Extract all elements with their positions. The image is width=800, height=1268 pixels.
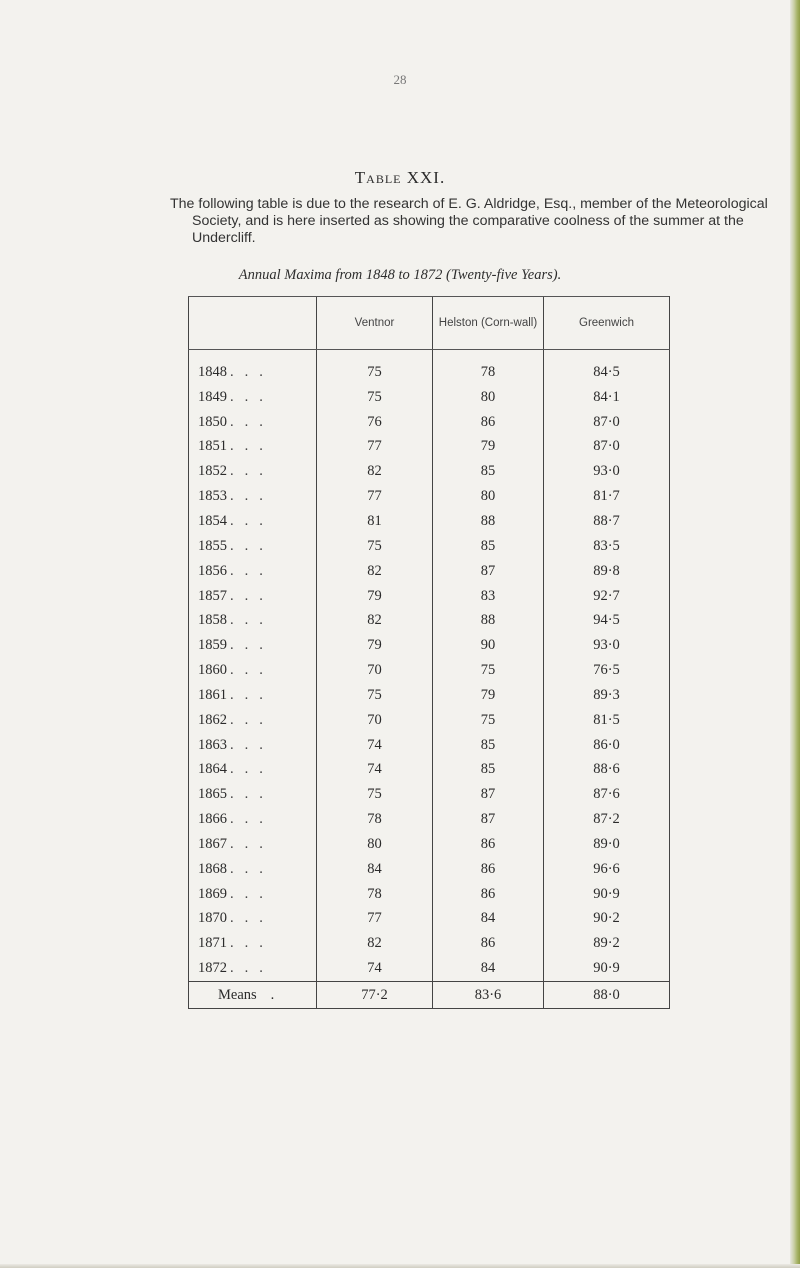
helston-value: 85	[433, 758, 544, 783]
ventnor-value: 74	[317, 956, 433, 981]
helston-value: 87	[433, 559, 544, 584]
year-cell: 1866 ...	[189, 807, 317, 832]
year-cell: 1857 ...	[189, 584, 317, 609]
ventnor-value: 74	[317, 758, 433, 783]
year-value: 1853	[198, 488, 227, 505]
table-row	[189, 584, 670, 609]
means-helston: 83·6	[433, 982, 544, 1009]
year-cell: 1854 ...	[189, 509, 317, 534]
table-row	[189, 350, 670, 385]
intro-paragraph: The following table is due to the research of E. G. Aldridge, Esq., member of the Meteorological Society, and is here inserted as showing the comparative coolness of the summer at the Undercliff.	[170, 196, 768, 246]
ventnor-value: 78	[317, 807, 433, 832]
greenwich-value: 89·8	[544, 559, 670, 584]
year-value: 1855	[198, 537, 227, 554]
year-cell: 1849 ...	[189, 385, 317, 410]
table-header-row	[189, 297, 670, 350]
table-row	[189, 459, 670, 484]
year-cell: 1871 ...	[189, 931, 317, 956]
year-value: 1872	[198, 960, 227, 977]
helston-value: 86	[433, 931, 544, 956]
ventnor-value: 80	[317, 832, 433, 857]
table-row	[189, 857, 670, 882]
year-cell: 1853 ...	[189, 484, 317, 509]
table-row	[189, 832, 670, 857]
greenwich-value: 76·5	[544, 658, 670, 683]
helston-value: 79	[433, 435, 544, 460]
page-edge	[790, 0, 800, 1268]
ventnor-value: 75	[317, 350, 433, 385]
year-cell: 1863 ...	[189, 733, 317, 758]
header-helston: Helston (Corn-wall)	[433, 297, 544, 350]
table-row	[189, 509, 670, 534]
year-cell: 1858 ...	[189, 608, 317, 633]
table-row	[189, 484, 670, 509]
year-cell: 1862 ...	[189, 708, 317, 733]
year-value: 1864	[198, 761, 227, 778]
maxima-table	[188, 296, 670, 1009]
table-title: Table XXI.	[354, 168, 446, 187]
header-corner	[189, 297, 317, 350]
ventnor-value: 79	[317, 633, 433, 658]
means-label: Means .	[189, 982, 317, 1009]
helston-value: 84	[433, 956, 544, 981]
year-value: 1862	[198, 711, 227, 728]
helston-value: 85	[433, 459, 544, 484]
helston-value: 85	[433, 733, 544, 758]
table-row	[189, 683, 670, 708]
year-value: 1860	[198, 662, 227, 679]
means-ventnor: 77·2	[317, 982, 433, 1009]
helston-value: 86	[433, 857, 544, 882]
year-cell: 1867 ...	[189, 832, 317, 857]
year-value: 1869	[198, 885, 227, 902]
year-value: 1858	[198, 612, 227, 629]
greenwich-value: 89·0	[544, 832, 670, 857]
year-cell: 1855 ...	[189, 534, 317, 559]
helston-value: 87	[433, 782, 544, 807]
helston-value: 90	[433, 633, 544, 658]
year-cell: 1864 ...	[189, 758, 317, 783]
year-value: 1867	[198, 835, 227, 852]
greenwich-value: 89·2	[544, 931, 670, 956]
year-cell: 1870 ...	[189, 907, 317, 932]
helston-value: 88	[433, 608, 544, 633]
means-label-text: Means	[218, 986, 257, 1003]
helston-value: 88	[433, 509, 544, 534]
table-row	[189, 410, 670, 435]
year-value: 1868	[198, 860, 227, 877]
table-row	[189, 658, 670, 683]
ventnor-value: 82	[317, 931, 433, 956]
greenwich-value: 87·0	[544, 435, 670, 460]
year-cell: 1851 ...	[189, 435, 317, 460]
year-value: 1851	[198, 438, 227, 455]
ventnor-value: 75	[317, 683, 433, 708]
greenwich-value: 90·2	[544, 907, 670, 932]
ventnor-value: 82	[317, 559, 433, 584]
helston-value: 86	[433, 882, 544, 907]
table-body	[189, 350, 670, 982]
table-row	[189, 882, 670, 907]
greenwich-value: 86·0	[544, 733, 670, 758]
table-row	[189, 956, 670, 981]
helston-value: 87	[433, 807, 544, 832]
greenwich-value: 90·9	[544, 882, 670, 907]
table-caption: Annual Maxima from 1848 to 1872 (Twenty-five Years).	[238, 267, 562, 283]
helston-value: 84	[433, 907, 544, 932]
year-cell: 1856 ...	[189, 559, 317, 584]
ventnor-value: 78	[317, 882, 433, 907]
greenwich-value: 84·1	[544, 385, 670, 410]
year-value: 1863	[198, 736, 227, 753]
year-cell: 1860 ...	[189, 658, 317, 683]
greenwich-value: 81·5	[544, 708, 670, 733]
header-ventnor: Ventnor	[317, 297, 433, 350]
table-row	[189, 931, 670, 956]
ventnor-value: 70	[317, 708, 433, 733]
greenwich-value: 87·0	[544, 410, 670, 435]
table-row	[189, 708, 670, 733]
helston-value: 86	[433, 410, 544, 435]
helston-value: 86	[433, 832, 544, 857]
year-cell: 1848 ...	[189, 350, 317, 385]
greenwich-value: 93·0	[544, 633, 670, 658]
helston-value: 85	[433, 534, 544, 559]
greenwich-value: 96·6	[544, 857, 670, 882]
ventnor-value: 77	[317, 907, 433, 932]
table-row	[189, 907, 670, 932]
greenwich-value: 87·6	[544, 782, 670, 807]
year-value: 1848	[198, 363, 227, 380]
year-value: 1870	[198, 910, 227, 927]
helston-value: 80	[433, 385, 544, 410]
table-row	[189, 435, 670, 460]
ventnor-value: 77	[317, 484, 433, 509]
table-row	[189, 608, 670, 633]
ventnor-value: 70	[317, 658, 433, 683]
table-row	[189, 758, 670, 783]
year-value: 1850	[198, 413, 227, 430]
greenwich-value: 87·2	[544, 807, 670, 832]
year-cell: 1852 ...	[189, 459, 317, 484]
year-value: 1865	[198, 786, 227, 803]
ventnor-value: 82	[317, 459, 433, 484]
greenwich-value: 81·7	[544, 484, 670, 509]
table-row	[189, 385, 670, 410]
table-row	[189, 633, 670, 658]
table-row	[189, 733, 670, 758]
year-cell: 1861 ...	[189, 683, 317, 708]
year-value: 1849	[198, 388, 227, 405]
helston-value: 79	[433, 683, 544, 708]
helston-value: 75	[433, 658, 544, 683]
year-cell: 1868 ...	[189, 857, 317, 882]
greenwich-value: 84·5	[544, 350, 670, 385]
year-cell: 1872 ...	[189, 956, 317, 981]
greenwich-value: 94·5	[544, 608, 670, 633]
table-row	[189, 534, 670, 559]
year-value: 1854	[198, 512, 227, 529]
helston-value: 80	[433, 484, 544, 509]
helston-value: 78	[433, 350, 544, 385]
helston-value: 83	[433, 584, 544, 609]
year-value: 1857	[198, 587, 227, 604]
year-value: 1856	[198, 562, 227, 579]
ventnor-value: 82	[317, 608, 433, 633]
year-value: 1866	[198, 811, 227, 828]
table-row	[189, 782, 670, 807]
greenwich-value: 88·6	[544, 758, 670, 783]
ventnor-value: 75	[317, 385, 433, 410]
greenwich-value: 90·9	[544, 956, 670, 981]
year-cell: 1869 ...	[189, 882, 317, 907]
greenwich-value: 92·7	[544, 584, 670, 609]
year-value: 1871	[198, 935, 227, 952]
ventnor-value: 76	[317, 410, 433, 435]
means-greenwich: 88·0	[544, 982, 670, 1009]
ventnor-value: 75	[317, 782, 433, 807]
means-row	[189, 982, 670, 1009]
ventnor-value: 84	[317, 857, 433, 882]
greenwich-value: 83·5	[544, 534, 670, 559]
helston-value: 75	[433, 708, 544, 733]
page-bottom-edge	[0, 1264, 800, 1268]
page-number: 28	[393, 72, 407, 87]
ventnor-value: 77	[317, 435, 433, 460]
ventnor-value: 75	[317, 534, 433, 559]
ventnor-value: 74	[317, 733, 433, 758]
table-row	[189, 559, 670, 584]
ventnor-value: 79	[317, 584, 433, 609]
year-value: 1861	[198, 686, 227, 703]
greenwich-value: 89·3	[544, 683, 670, 708]
greenwich-value: 93·0	[544, 459, 670, 484]
ventnor-value: 81	[317, 509, 433, 534]
year-value: 1852	[198, 463, 227, 480]
year-cell: 1865 ...	[189, 782, 317, 807]
greenwich-value: 88·7	[544, 509, 670, 534]
year-value: 1859	[198, 637, 227, 654]
year-cell: 1850 ...	[189, 410, 317, 435]
year-cell: 1859 ...	[189, 633, 317, 658]
table-row	[189, 807, 670, 832]
header-greenwich: Greenwich	[544, 297, 670, 350]
